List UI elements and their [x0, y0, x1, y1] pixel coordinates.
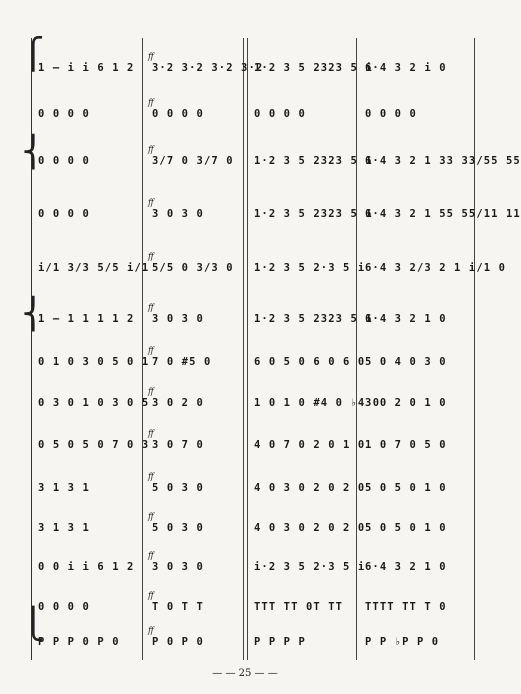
- brace-icon: ⎩: [22, 607, 45, 642]
- score-row: [0, 387, 490, 419]
- score-row: [0, 429, 490, 461]
- measure-s1: 1 — i i 6 1 2: [38, 62, 135, 74]
- measure-s2: 3 0 2 0: [152, 397, 204, 409]
- score-row: [0, 198, 521, 230]
- measure-s3: 1 0 1 0 #4 0 ♭4 0: [254, 397, 381, 409]
- measure-s3: 0 0 0 0: [254, 108, 306, 120]
- score-row: [0, 551, 490, 583]
- measure-s1: 0 0 0 0: [38, 208, 90, 220]
- dynamic-marking: ff: [148, 252, 154, 261]
- measure-s2: 3/7 0 3/7 0: [152, 155, 234, 167]
- measure-s2: 5 0 3 0: [152, 482, 204, 494]
- measure-s1: 1 — 1 1 1 1 2: [38, 313, 135, 325]
- measure-s1: 0 0 i i 6 1 2: [38, 561, 135, 573]
- measure-s4: 0 0 0 0: [365, 108, 417, 120]
- score-row: [0, 626, 490, 658]
- measure-s2: 3 0 3 0: [152, 313, 204, 325]
- dynamic-marking: ff: [148, 52, 154, 61]
- measure-s3: TTT TT 0T TT: [254, 601, 344, 613]
- measure-s1: 0 0 0 0: [38, 155, 90, 167]
- measure-s1: i/1 3/3 5/5 i/1: [38, 262, 150, 274]
- dynamic-marking: ff: [148, 145, 154, 154]
- measure-s1: 0 3 0 1 0 3 0 5: [38, 397, 150, 409]
- measure-s3: 4 0 3 0 2 0 2 0: [254, 482, 366, 494]
- measure-s4: 6·4 3 2 1 0: [365, 561, 447, 573]
- score-row: [0, 591, 490, 623]
- measure-s4: 5 0 5 0 1 0: [365, 522, 447, 534]
- dynamic-marking: ff: [148, 346, 154, 355]
- measure-s3: 1·2 3 5 2·3 5 i: [254, 262, 366, 274]
- measure-s1: 0 5 0 5 0 7 0 3: [38, 439, 150, 451]
- dynamic-marking: ff: [148, 429, 154, 438]
- measure-s3: 4 0 7 0 2 0 1 0: [254, 439, 366, 451]
- measure-s2: 3·2 3·2 3·2 3·2: [152, 62, 264, 74]
- measure-s4: 6·4 3 2 i 0: [365, 62, 447, 74]
- measure-s1: 0 1 0 3 0 5 0 1: [38, 356, 150, 368]
- measure-s2: 5 0 3 0: [152, 522, 204, 534]
- dynamic-marking: ff: [148, 626, 154, 635]
- measure-s4: 6·4 3 2 1 33 33/55 55: [365, 155, 521, 167]
- measure-s4: P P ♭P P 0: [365, 636, 440, 648]
- measure-s1: 0 0 0 0: [38, 601, 90, 613]
- dynamic-marking: ff: [148, 387, 154, 396]
- page-number: — — 25 — —: [212, 668, 278, 679]
- measure-s2: 5/5 0 3/3 0: [152, 262, 234, 274]
- dynamic-marking: ff: [148, 512, 154, 521]
- measure-s4: 6·4 3 2 1 55 55/11 11: [365, 208, 521, 220]
- dynamic-marking: ff: [148, 551, 154, 560]
- measure-s3: 4 0 3 0 2 0 2 0: [254, 522, 366, 534]
- measure-s3: 6 0 5 0 6 0 6 0: [254, 356, 366, 368]
- measure-s4: 3 0 2 0 1 0: [365, 397, 447, 409]
- score-row: [0, 98, 490, 130]
- measure-s2: 7 0 #5 0: [152, 356, 212, 368]
- score-row: [0, 145, 521, 177]
- score-row: [0, 303, 490, 335]
- measure-s2: P 0 P 0: [152, 636, 204, 648]
- measure-s4: 5 0 4 0 3 0: [365, 356, 447, 368]
- measure-s3: 1·2 3 5 2323 5 1: [254, 313, 373, 325]
- measure-s2: 0 0 0 0: [152, 108, 204, 120]
- brace-icon: ⎨: [22, 297, 45, 332]
- measure-s3: P P P P: [254, 636, 306, 648]
- measure-s3: 1·2 3 5 2323 5 1: [254, 155, 373, 167]
- measure-s4: 6·4 3 2/3 2 1 i/1 0: [365, 262, 507, 274]
- score-row: [0, 346, 490, 378]
- score-row: [0, 472, 490, 504]
- measure-s1: P P P 0 P 0: [38, 636, 120, 648]
- measure-s3: 1·2 3 5 2323 5 1: [254, 208, 373, 220]
- brace-icon: ⎧: [22, 37, 45, 72]
- brace-icon: ⎨: [22, 135, 45, 170]
- measure-s1: 0 0 0 0: [38, 108, 90, 120]
- measure-s4: 5 0 5 0 1 0: [365, 482, 447, 494]
- measure-s1: 3 1 3 1: [38, 482, 90, 494]
- measure-s3: 1·2 3 5 2323 5 i: [254, 62, 373, 74]
- measure-s2: T 0 T T: [152, 601, 204, 613]
- measure-s2: 3 0 3 0: [152, 208, 204, 220]
- dynamic-marking: ff: [148, 98, 154, 107]
- dynamic-marking: ff: [148, 303, 154, 312]
- score-row: [0, 52, 490, 84]
- measure-s2: 3 0 3 0: [152, 561, 204, 573]
- measure-s4: TTTT TT T 0: [365, 601, 447, 613]
- score-row: [0, 252, 507, 284]
- measure-s4: 6·4 3 2 1 0: [365, 313, 447, 325]
- measure-s3: i·2 3 5 2·3 5 i: [254, 561, 366, 573]
- score-row: [0, 512, 490, 544]
- measure-s2: 3 0 7 0: [152, 439, 204, 451]
- dynamic-marking: ff: [148, 472, 154, 481]
- dynamic-marking: ff: [148, 591, 154, 600]
- measure-s1: 3 1 3 1: [38, 522, 90, 534]
- dynamic-marking: ff: [148, 198, 154, 207]
- measure-s4: 1 0 7 0 5 0: [365, 439, 447, 451]
